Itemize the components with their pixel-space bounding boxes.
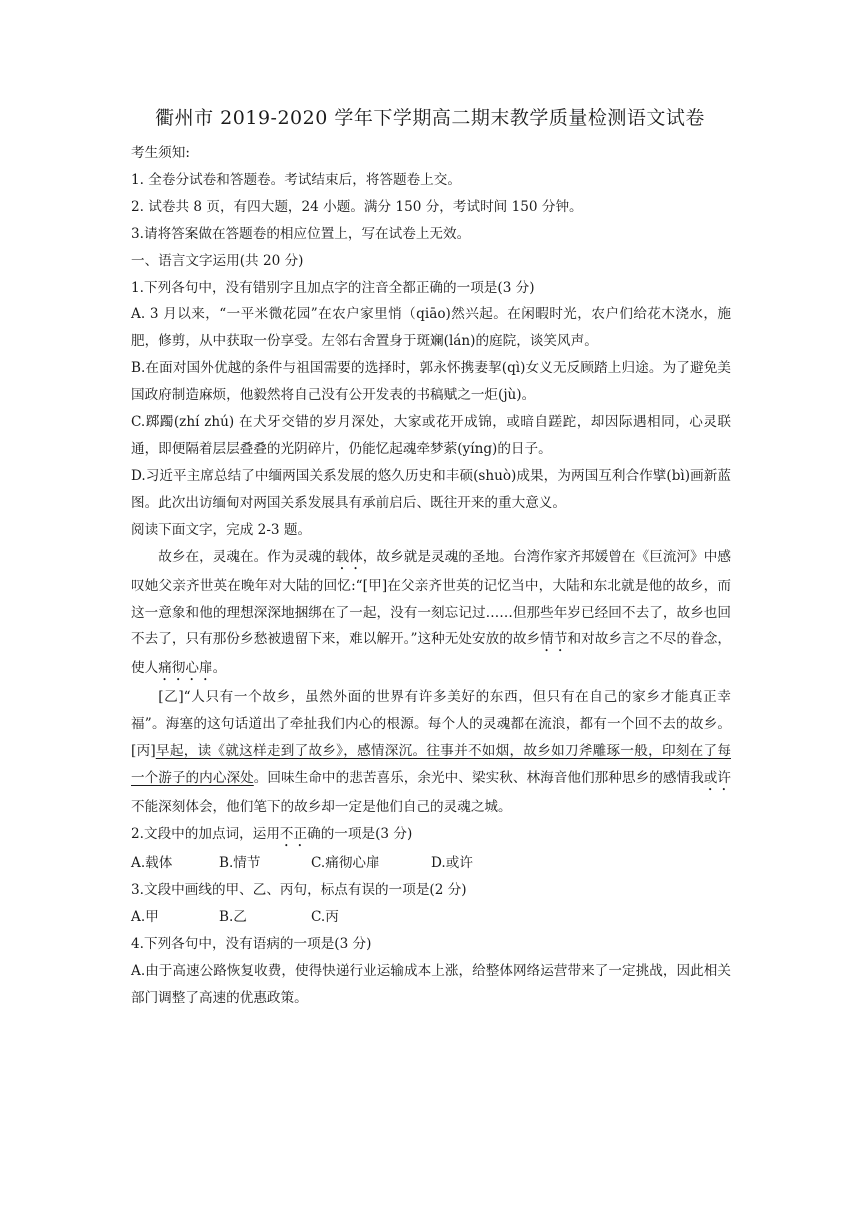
passage-paragraph-2 [131,684,731,821]
passage-paragraph-1 [131,544,731,685]
question-2-option-a: A.载体 [131,855,173,872]
notice-item-3: 3.请将答案做在答题卷的相应位置上，写在试卷上无效。 [131,225,471,242]
question-3-option-b: B.乙 [219,908,247,925]
question-2-stem [131,821,731,850]
notice-item-1: 1. 全卷分试卷和答题卷。考试结束后，将答题卷上交。 [131,171,461,188]
passage-text: 。 [212,660,227,677]
dotted-word-huoxu: 或许 [703,770,732,787]
page-title: 衢州市 2019-2020 学年下学期高二期末教学质量检测语文试卷 [155,107,705,129]
question-1-option-c: C.踯躅(zhí zhú) 在犬牙交错的岁月深处，大家或花开成锦，或暗自蹉跎，却因际遇相同，心灵联通，即便隔着层层叠叠的光阴碎片，仍能忆起魂牵梦萦(yíng)的日子。 [131,414,731,457]
question-1-option-d: D.习近平主席总结了中缅两国关系发展的悠久历史和丰硕(shuò)成果，为两国互利合作擘(bì)画新蓝图。此次出访缅甸对两国关系发展具有承前启后、既往开来的重大意义。 [131,467,731,511]
passage-text: 。回味生命中的悲苦喜乐，余光中、梁实秋、林海音他们那种思乡的感情我 [253,770,704,787]
question-3-option-c: C.丙 [311,908,339,925]
notice-item-2: 2. 试卷共 8 页，有四大题，24 小题。满分 150 分，考试时间 150 分钟。 [131,198,583,215]
exam-content [131,140,731,1011]
passage-text: 不能深刻体会，他们笔下的故乡却一定是他们自己的灵魂之城。 [131,799,512,816]
question-4-stem: 4.下列各句中，没有语病的一项是(3 分) [131,935,372,952]
question-3-option-a: A.甲 [131,908,159,925]
question-4-option-a: A.由于高速公路恢复收费，使得快递行业运输成本上涨，给整体网络运营带来了一定挑战，因此相关部门调整了高速的优惠政策。 [131,962,731,1006]
dotted-word-zaiti: 载体 [335,548,363,565]
question-1-option-b: B.在面对国外优越的条件与祖国需要的选择时，郭永怀携妻挈(qì)女义无反顾踏上归途。为了避免美国政府制造麻烦，他毅然将自己没有公开发表的书稿赋之一炬(jù)。 [131,360,731,404]
question-1-stem: 1.下列各句中，没有错别字且加点字的注音全都正确的一项是(3 分) [131,279,535,296]
question-1-option-a: A. 3 月以来，“一平米微花园”在农户家里悄（qiāo)然兴起。在闲暇时光，农户们给花木浇水，施肥，修剪，从中获取一份享受。左邻右舍置身于斑斓(lán)的庭院，谈笑风声。 [131,306,731,350]
underlined-sentence-bing: 早起，读《就这样走到了故乡》，感情深沉。往事并不如烟，故乡如刀斧雕琢一般，印刻在了每一个游子的内心深处 [131,743,731,787]
question-2-stem-text: 确的一项是(3 分) [307,826,413,843]
passage-text: 和对故乡言之不尽的眷念，使人 [131,631,731,677]
question-2-stem-text: 2.文段中的加点词，运用 [131,826,280,843]
passage-text: 故乡在，灵魂在。作为灵魂的 [158,548,336,565]
dotted-word-tongchexinfei: 痛彻心扉 [158,660,213,677]
question-3-options [131,904,731,931]
question-2-option-b: B.情节 [219,855,261,872]
question-2-options [131,850,731,877]
reading-intro: 阅读下面文字，完成 2-3 题。 [131,521,312,538]
question-2-option-d: D.或许 [431,855,473,872]
dotted-word-qingjie: 情节 [540,631,568,648]
passage-text: [乙]“人只有一个故乡，虽然外面的世界有许多美好的东西，但只有在自己的家乡才能真正幸福”。海塞的这句话道出了牵扯我们内心的根源。每个人的灵魂都在流浪，都有一个回不去的故乡。[丙] [131,689,731,760]
section-heading: 一、语言文字运用(共 20 分) [131,252,304,269]
dotted-word-buzheng: 不正 [279,826,308,843]
notice-heading: 考生须知: [131,145,190,161]
question-3-stem: 3.文段中画线的甲、乙、丙句，标点有误的一项是(2 分) [131,881,467,898]
question-2-option-c: C.痛彻心扉 [311,855,380,872]
passage-text: ，故乡就是灵魂的圣地。台湾作家齐邦媛曾在《巨流河》中感叹她父亲齐世英在晚年对大陆的回忆:“[甲]在父亲齐世英的记忆当中，大陆和东北就是他的故乡，而这一意象和他的理想深深地捆绑在了一起，没有一刻忘记过……但那些年岁已经回不去了，故乡也回不去了，只有那份乡愁被遗留下来，难以解开。”这种无处安放的故乡 [131,548,731,648]
